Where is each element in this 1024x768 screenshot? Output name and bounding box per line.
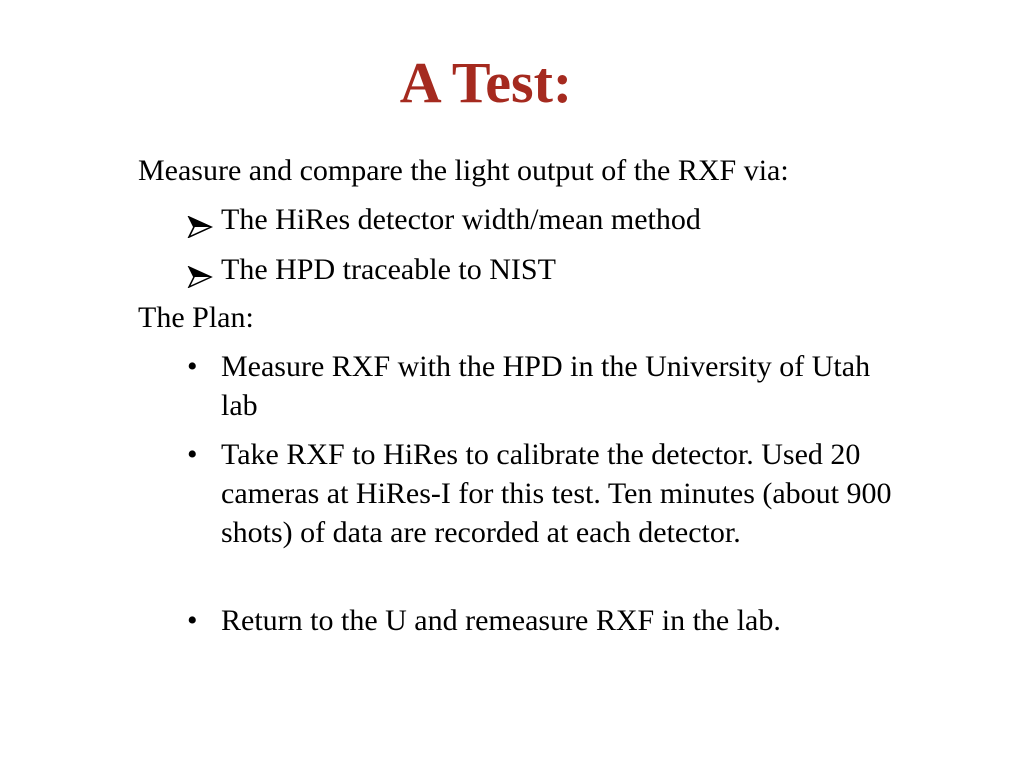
bullet-icon: • [187,604,198,637]
plan-item-text: Measure RXF with the HPD in the University of Utah lab [221,350,871,422]
plan-item-text: Take RXF to HiRes to calibrate the detector. Used 20 cameras at HiRes-I for this test. Ten minutes (about 900 shots) of data are recorded at each detector. [221,438,892,549]
bullet-icon: • [187,438,198,471]
method-item-text: The HiRes detector width/mean method [221,203,701,236]
plan-item-2 [187,435,901,552]
method-item-2 [187,250,556,289]
method-item-text: The HPD traceable to NIST [221,253,556,286]
plan-item-3 [187,601,901,640]
arrow-bullet-icon [187,259,213,281]
slide-title: A Test: [399,50,573,115]
intro-text: Measure and compare the light output of the RXF via: [138,154,789,187]
method-item-1 [187,200,701,239]
plan-item-text: Return to the U and remeasure RXF in the lab. [221,604,781,637]
plan-heading: The Plan: [138,301,254,334]
plan-item-1 [187,347,901,425]
bullet-icon: • [187,350,198,383]
arrow-bullet-icon [187,209,213,231]
